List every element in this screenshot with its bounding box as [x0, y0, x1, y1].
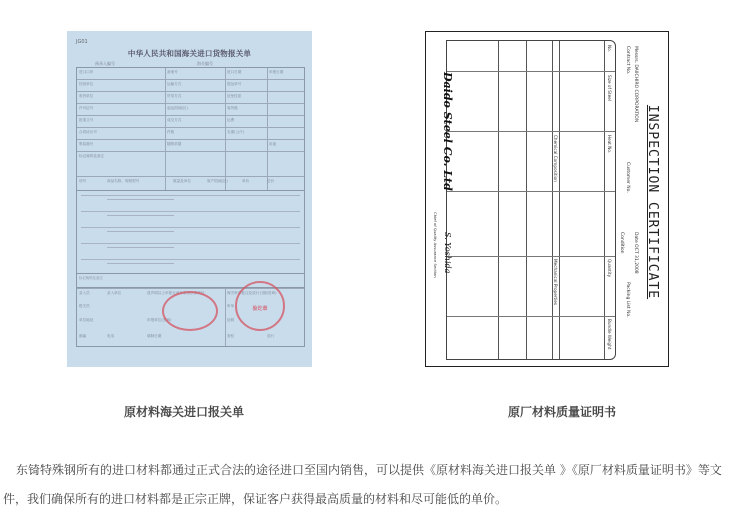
cert-col-heat: Heat No.	[607, 135, 612, 154]
sign-taxation: 征税	[227, 318, 235, 322]
cert-col-chem: Chemical Composition	[553, 135, 558, 182]
field-pieces: 件数	[167, 130, 175, 134]
cert-packing-list: Packing List No.	[625, 282, 630, 318]
cert-contract-no: Contract No.	[625, 46, 630, 75]
field-approval-no: 批准文号	[79, 118, 94, 122]
declaration-header-form	[76, 67, 305, 191]
field-operator: 经营单位	[79, 82, 94, 86]
field-freight: 运费	[227, 118, 235, 122]
form-code: JG01	[76, 39, 88, 45]
field-record-no: 备案号	[167, 70, 178, 74]
sign-postcode: 邮编	[79, 334, 87, 338]
sign-declaring-unit: 申报单位(签章)	[147, 318, 172, 322]
sign-phone: 电话	[107, 334, 115, 338]
field-import-date: 进口日期	[227, 70, 242, 74]
sign-address: 单位地址	[79, 318, 94, 322]
items-header-name: 商品名称、规格型号	[107, 179, 140, 183]
field-transport: 运输方式	[167, 82, 182, 86]
sign-review: 审单	[227, 304, 235, 308]
field-container-no: 集装箱号	[79, 142, 94, 146]
cert-col-qty: Quantity	[607, 259, 612, 278]
cert-col-no: No.	[607, 45, 612, 52]
caption-quality-certificate: 原厂材料质量证明书	[508, 405, 617, 419]
certificate-table	[446, 40, 616, 360]
items-header-total: 总价	[267, 179, 275, 183]
sign-declaration: 兹声明以上申报无讹并承担法律责任	[147, 291, 205, 295]
signature: S. Yoshida	[443, 232, 452, 274]
field-declare-date: 申报日期	[269, 70, 284, 74]
caption-customs-declaration: 原材料海关进口报关单	[124, 405, 245, 419]
pre-entry-number-label: 预录入编号	[95, 61, 115, 66]
customs-number-label: 海关编号	[197, 61, 213, 66]
field-marks-remarks: 标记唛码及备注	[79, 154, 105, 158]
declaration-items	[76, 189, 305, 288]
sign-customs-note: 海关审单批注及放行日期(签章)	[227, 291, 277, 295]
items-header-price: 单价	[242, 179, 250, 183]
declaration-title: 中华人民共和国海关进口货物报关单	[127, 49, 252, 58]
field-bill-no: 提运单号	[227, 82, 242, 86]
cert-col-mech: Mechanical Properties	[553, 259, 558, 306]
cert-date: Date OCT 31,2008	[633, 232, 638, 274]
cert-col-size: Size of Steel	[607, 75, 612, 101]
inspection-certificate-image	[425, 31, 669, 367]
field-loading-port: 装货港	[227, 106, 238, 110]
customs-declaration-image	[67, 31, 312, 367]
field-origin-country: 起运国(地区)	[167, 106, 188, 110]
sign-release: 放行	[267, 334, 275, 338]
field-consignee: 收货单位	[79, 94, 94, 98]
customs-stamp: 验讫章	[235, 281, 285, 331]
field-usage: 用途	[269, 142, 277, 146]
description-paragraph: 东锜特殊钢所有的进口材料都通过正式合法的途径进口至国内销售，可以提供《原材料海关进口报关单 》《原厂材料质量证明书》等文件，我们确保所有的进口材料都是正宗正牌，保证客户获得最高质量的材料和尽可能低的单价。	[3, 463, 722, 506]
cert-col-bundle: Bundle Weight	[607, 319, 612, 350]
signature-title: Chief of Quality Assurance Section	[433, 212, 438, 278]
sign-inputter: 录入员	[79, 291, 90, 295]
items-remark-label: 标记唛码及备注	[79, 276, 103, 280]
cert-condition: Condition	[619, 232, 624, 254]
field-trade-mode: 贸易方式	[167, 94, 182, 98]
certificate-title: INSPECTION CERTIFICATE	[645, 104, 660, 300]
sign-declarant: 报关员	[79, 304, 90, 308]
cert-customer-no: Customer No.	[625, 162, 630, 193]
field-license-no: 许可证号	[79, 106, 94, 110]
field-attached-docs: 随附单据	[167, 142, 182, 146]
field-levy-nature: 征免性质	[227, 94, 242, 98]
field-contract-no: 合同协议号	[79, 130, 97, 134]
company-stamp	[162, 291, 218, 331]
field-gross-weight: 毛重(公斤)	[227, 130, 245, 134]
cert-messrs: Messrs. DAIICHIRO CORPORATION	[633, 46, 638, 123]
sign-input-unit: 录入单位	[107, 291, 122, 295]
sign-inspection: 查验	[227, 334, 235, 338]
items-header-origin: 原产国(地区)	[207, 179, 228, 183]
items-header-no: 项号	[79, 179, 87, 183]
field-deal-mode: 成交方式	[167, 118, 182, 122]
maker-name: Daido Steel Co. Ltd	[441, 72, 454, 191]
items-header-qty: 数量及单位	[173, 179, 191, 183]
field-import-port: 进口口岸	[79, 70, 94, 74]
sign-fill-date: 填制日期	[147, 334, 162, 338]
